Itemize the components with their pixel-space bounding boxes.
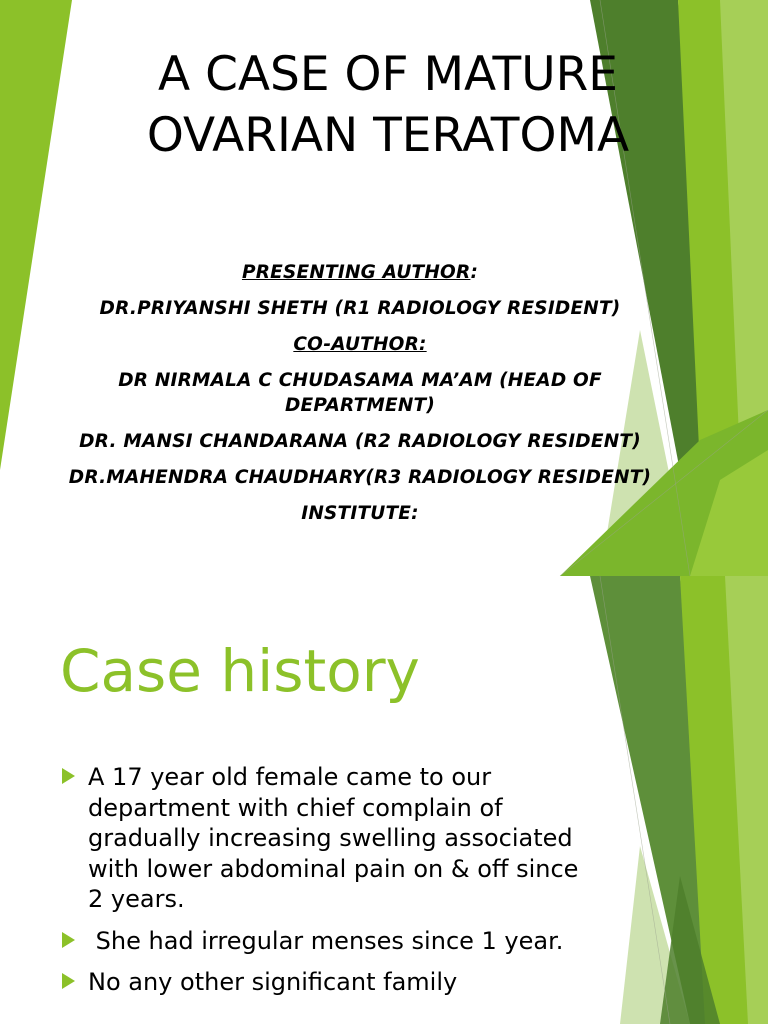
triangle-bullet-icon: [62, 973, 75, 989]
bullet-list: [60, 762, 600, 1009]
triangle-bullet-icon: [62, 768, 75, 784]
bullet-text: No any other significant family: [88, 968, 458, 996]
slide-title: A CASE OF MATURE OVARIAN TERATOMA: [146, 47, 630, 163]
co-author-label: CO-AUTHOR:: [293, 334, 427, 355]
triangle-bullet-icon: [62, 932, 75, 948]
institute-label: INSTITUTE:: [301, 503, 419, 524]
presenting-author-label: PRESENTING AUTHOR: [241, 262, 471, 283]
bullet-item: [60, 762, 600, 915]
co-author-1: DR NIRMALA C CHUDASAMA MA’AM (HEAD OF DEPARTMENT): [118, 370, 602, 416]
co-author-3: DR.MAHENDRA CHAUDHARY(R3 RADIOLOGY RESIDENT): [68, 467, 652, 488]
presenting-author-name: DR.PRIYANSHI SHETH (R1 RADIOLOGY RESIDENT): [99, 298, 621, 319]
bullet-text: A 17 year old female came to our department with chief complain of gradually increasing swelling associated with lower abdominal pain on & off since 2 years.: [88, 763, 579, 913]
co-author-2: DR. MANSI CHANDARANA (R2 RADIOLOGY RESIDENT): [79, 431, 641, 452]
slide-heading: Case history: [60, 637, 420, 705]
author-block: [60, 260, 660, 537]
case-history-slide: [0, 576, 768, 1024]
bullet-text: She had irregular menses since 1 year.: [88, 926, 564, 955]
presenting-author-heading: [60, 260, 660, 285]
bullet-item: [60, 967, 600, 998]
co-author-heading: [60, 332, 660, 357]
bullet-item: [60, 926, 600, 957]
colon: :: [470, 262, 479, 283]
